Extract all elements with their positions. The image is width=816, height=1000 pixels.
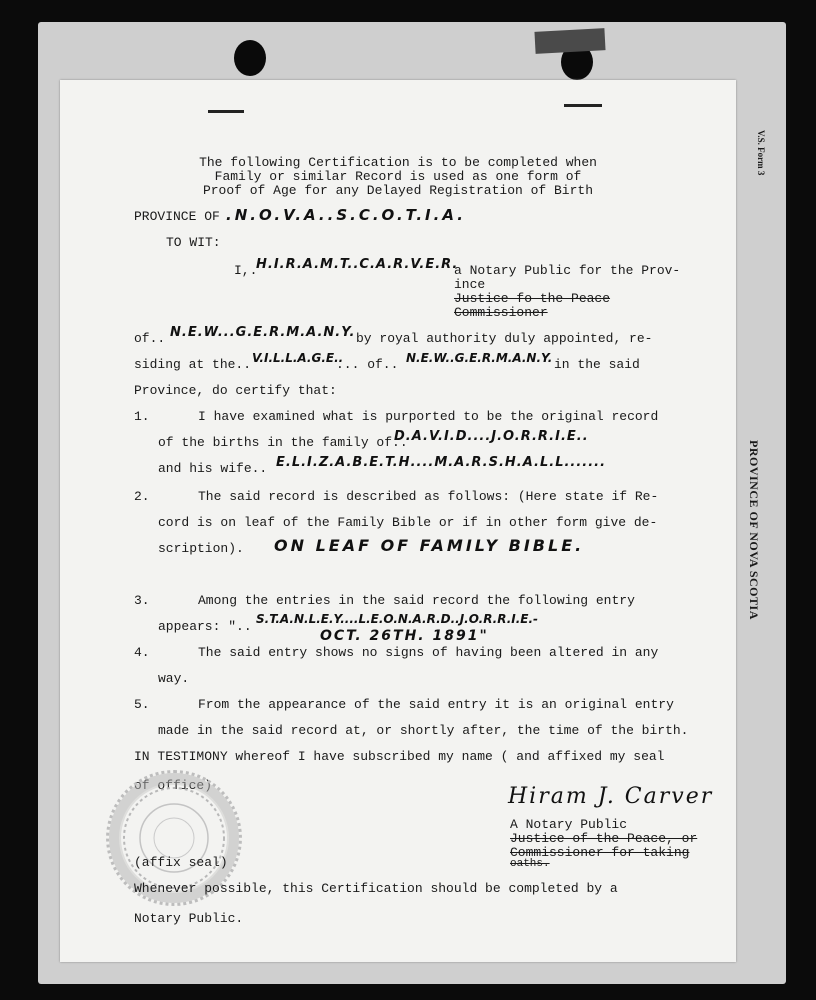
certificate-page: [60, 80, 736, 962]
residing-label: siding at the..: [134, 357, 252, 372]
appears-label: appears: "..: [158, 619, 252, 634]
notary-role: a Notary Public for the Prov-: [454, 263, 681, 278]
item3-text: Among the entries in the said record the following entry: [198, 593, 635, 608]
of-place: N.E.W...G.E.R.M.A.N.Y.: [170, 325, 356, 340]
in-said: in the said: [554, 357, 640, 372]
signature-notary-title: A Notary Public: [510, 817, 628, 832]
tape-mark: [534, 28, 605, 54]
struck-justice: Justice fo the Peace: [454, 291, 611, 306]
record-description: ON LEAF OF FAMILY BIBLE.: [274, 536, 585, 555]
wife-name: E.L.I.Z.A.B.E.T.H....M.A.R.S.H.A.L.L.......: [276, 455, 607, 470]
province-certify: Province, do certify that:: [134, 383, 337, 398]
form-number-label: V.S. Form 3: [756, 130, 766, 176]
entry-date: OCT. 26TH. 1891": [320, 628, 489, 644]
item3-number: 3.: [134, 593, 150, 608]
footer-line-2: Notary Public.: [134, 911, 244, 926]
footer-line-1: Whenever possible, this Certification should be completed by a: [134, 881, 618, 896]
signature-struck-justice: Justice of the Peace, or: [510, 831, 698, 846]
item1-number: 1.: [134, 409, 150, 424]
entry-name: S.T.A.N.L.E.Y....L.E.O.N.A.R.D..J.O.R.R.I.E.-: [256, 612, 539, 626]
item1-text: I have examined what is purported to be the original record: [198, 409, 659, 424]
item2-text: The said record is described as follows: (Here state if Re-: [198, 489, 659, 504]
fold-mark-right: [564, 104, 602, 107]
item2-line3: scription).: [158, 541, 244, 556]
family-name: D.A.V.I.D....J.O.R.R.I.E..: [394, 429, 589, 444]
of2-place: N.E.W..G.E.R.M.A.N.Y.: [406, 351, 553, 365]
notary-signature: Hiram J. Carver: [508, 784, 714, 809]
testimony-text: IN TESTIMONY whereof I have subscribed my name ( and affixed my seal: [134, 749, 665, 764]
residing-place: V.I.L.L.A.G.E..: [252, 351, 344, 365]
header-line-3: Proof of Age for any Delayed Registration of Birth: [202, 183, 594, 198]
item5-number: 5.: [134, 697, 150, 712]
struck-commissioner: Commissioner: [454, 305, 548, 320]
item2-line2: cord is on leaf of the Family Bible or if in other form give de-: [158, 515, 658, 530]
item4-line2: way.: [158, 671, 190, 686]
header-line-2: Family or similar Record is used as one form of: [214, 169, 582, 184]
province-value: .N.O.V.A..S.C.O.T.I.A.: [226, 206, 466, 224]
of-office: of office): [134, 778, 213, 793]
fold-mark-left: [208, 110, 244, 113]
punch-hole-left: [234, 40, 266, 76]
item4-number: 4.: [134, 645, 150, 660]
province-side-label: PROVINCE OF NOVA SCOTIA: [747, 440, 761, 620]
item5-text: From the appearance of the said entry it is an original entry: [198, 697, 674, 712]
province-label: PROVINCE OF: [134, 209, 220, 224]
affix-seal-label: (affix seal): [134, 855, 228, 870]
of2-label: ... of..: [336, 357, 399, 372]
of-label: of..: [134, 331, 166, 346]
item4-text: The said entry shows no signs of having been altered in any: [198, 645, 659, 660]
i-label: I,.: [234, 263, 258, 278]
item2-number: 2.: [134, 489, 150, 504]
authority-text: by royal authority duly appointed, re-: [356, 331, 653, 346]
to-wit: TO WIT:: [166, 235, 221, 250]
header-line-1: The following Certification is to be completed when: [199, 155, 597, 170]
signature-struck-commissioner: Commissioner for taking: [510, 845, 690, 860]
signature-struck-oaths: oaths.: [510, 858, 550, 870]
notary-name: H.I.R.A.M.T..C.A.R.V.E.R.: [256, 257, 459, 272]
ince-text: ince: [454, 277, 486, 292]
wife-label: and his wife..: [158, 461, 268, 476]
item5-line2: made in the said record at, or shortly after, the time of the birth.: [158, 723, 689, 738]
item1-line2: of the births in the family of..: [158, 435, 408, 450]
